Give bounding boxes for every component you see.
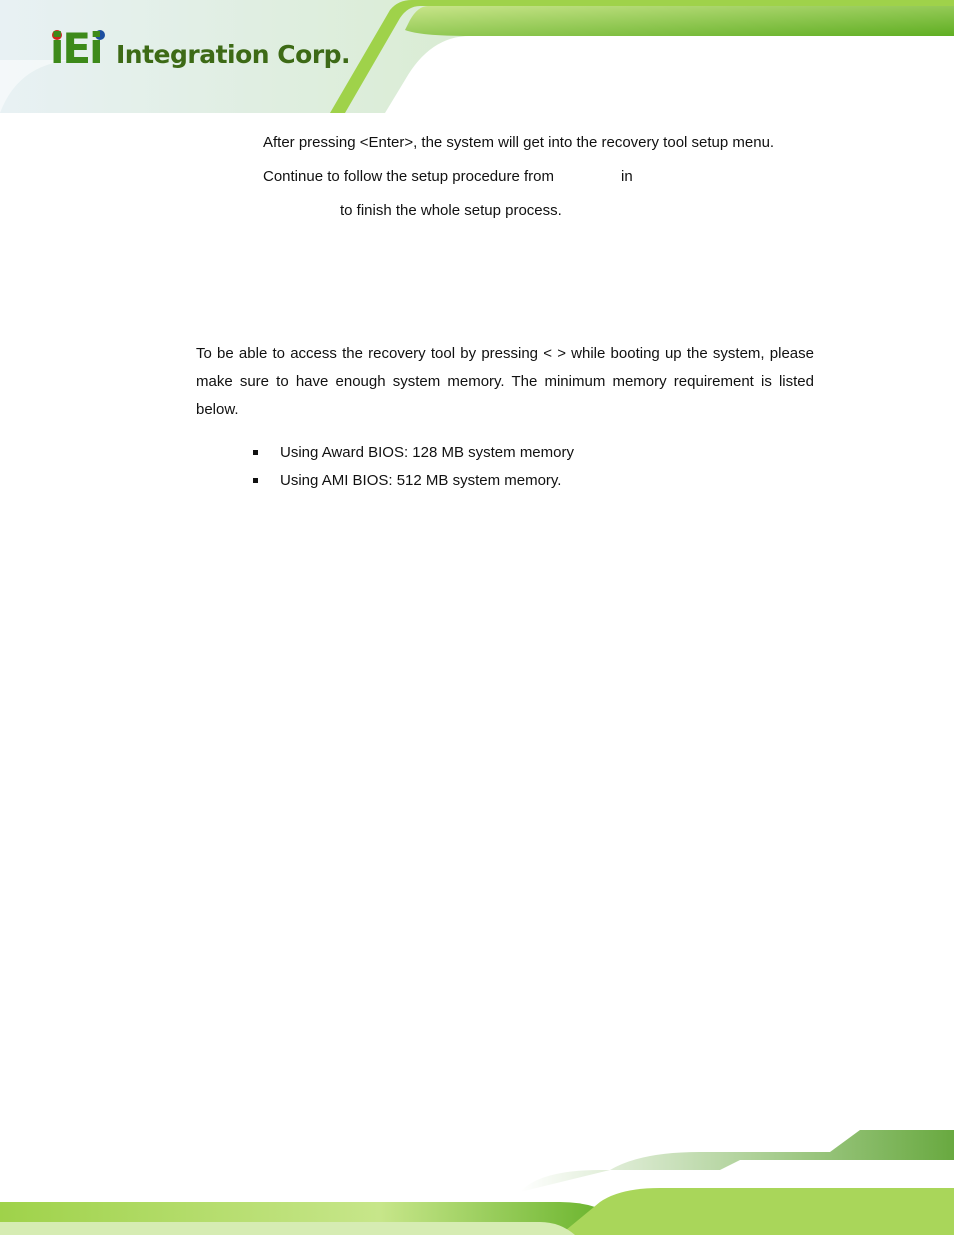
step-text-line-2a: Continue to follow the setup procedure from [263, 168, 554, 185]
memory-requirement-paragraph: To be able to access the recovery tool by pressing < > while booting up the system, please make sure to have enough system memory. The minimum memory requirement is listed below. [196, 345, 814, 418]
step-text-line-1: After pressing <Enter>, the system will get into the recovery tool setup menu. [263, 134, 775, 151]
logo-text: Integration Corp. [116, 40, 351, 69]
step-text-line-3: to finish the whole setup process. [340, 202, 562, 219]
list-item-text: Using AMI BIOS: 512 MB system memory. [280, 472, 562, 489]
list-item-text: Using Award BIOS: 128 MB system memory [280, 444, 574, 461]
logo-mark: iEi [50, 24, 102, 73]
footer-band [0, 1130, 954, 1235]
bullet-square-icon [253, 450, 258, 455]
list-item [253, 444, 574, 462]
list-item [253, 472, 561, 490]
step-text-line-2b: in [621, 168, 633, 185]
bullet-square-icon [253, 478, 258, 483]
